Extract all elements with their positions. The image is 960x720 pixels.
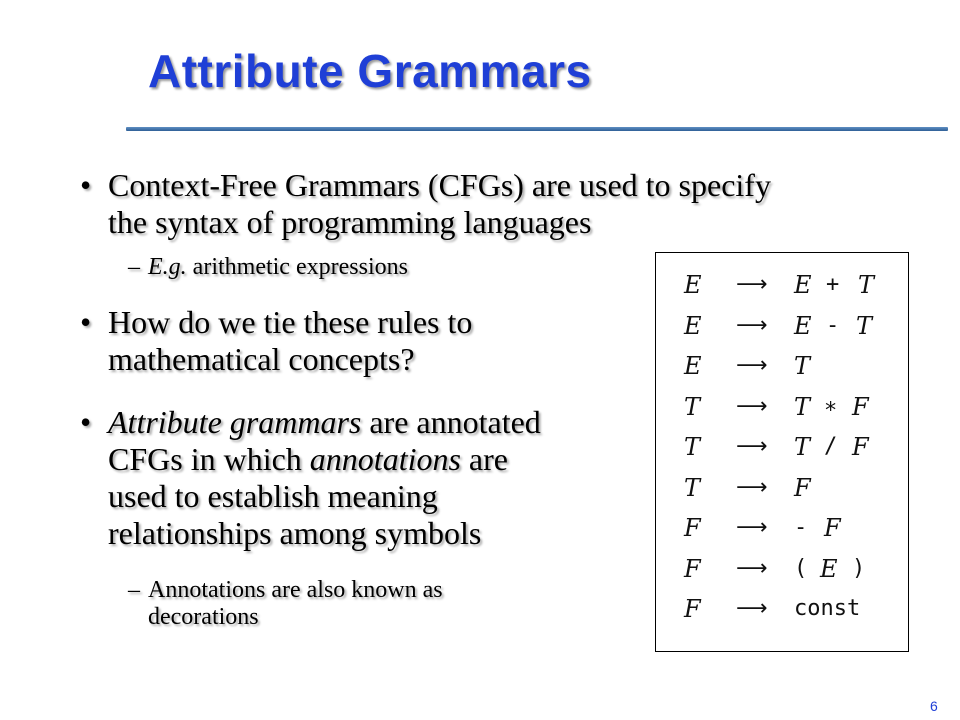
production-arrow: ⟶ bbox=[736, 272, 768, 297]
production-rule bbox=[656, 433, 908, 473]
bullet-concepts bbox=[80, 304, 648, 378]
slide-title: Attribute Grammars bbox=[148, 45, 592, 97]
page-number: 6 bbox=[930, 698, 938, 714]
bullet-attribute-grammars bbox=[80, 404, 648, 552]
bullet-ag-line-1 bbox=[108, 404, 648, 441]
bullet-ag-line-2-pre: CFGs in which bbox=[108, 441, 310, 477]
production-terminal: - bbox=[794, 515, 808, 540]
bullet-dot: • bbox=[80, 304, 92, 340]
production-arrow: ⟶ bbox=[736, 393, 768, 419]
sub-bullet-example-em: E.g. bbox=[148, 254, 187, 280]
production-lhs: E bbox=[684, 311, 702, 340]
production-terminal: const bbox=[794, 596, 861, 621]
production-rule bbox=[656, 312, 908, 352]
sub-bullet-example-text: arithmetic expressions bbox=[186, 254, 408, 280]
production-terminal: ( bbox=[794, 555, 808, 581]
bullet-ag-line-3: used to establish meaning bbox=[108, 478, 438, 514]
production-rule bbox=[656, 352, 908, 392]
production-rule bbox=[656, 393, 908, 433]
production-nonterminal: T bbox=[794, 433, 811, 461]
bullet-ag-em-annotations: annotations bbox=[309, 441, 461, 477]
production-nonterminal: T bbox=[794, 352, 811, 380]
bullet-cfg bbox=[80, 167, 888, 241]
production-nonterminal: F bbox=[824, 514, 841, 542]
bullet-cfg-line-2: the syntax of programming languages bbox=[108, 204, 592, 240]
bullet-ag-line-2 bbox=[108, 441, 648, 478]
production-terminal: - bbox=[826, 312, 840, 338]
sub-bullet-dash: – bbox=[128, 577, 140, 603]
production-nonterminal: E bbox=[820, 554, 838, 583]
production-terminal: ) bbox=[852, 555, 866, 581]
production-nonterminal: F bbox=[794, 473, 811, 502]
production-nonterminal: T bbox=[858, 271, 875, 299]
production-arrow: ⟶ bbox=[736, 353, 768, 378]
bullet-ag-line-1-rest: are annotated bbox=[361, 404, 541, 440]
production-nonterminal: T bbox=[794, 392, 811, 421]
production-nonterminal: F bbox=[852, 392, 869, 421]
production-lhs: T bbox=[684, 433, 701, 461]
production-lhs: E bbox=[684, 271, 702, 299]
production-lhs: F bbox=[684, 514, 701, 542]
bullet-ag-em-term: Attribute grammars bbox=[108, 404, 362, 440]
production-terminal: / bbox=[824, 434, 838, 459]
production-nonterminal: T bbox=[856, 311, 873, 340]
production-lhs: T bbox=[684, 392, 701, 421]
sub-bullet-decorations bbox=[128, 577, 628, 631]
bullet-ag-line-2-post: are bbox=[460, 441, 508, 477]
bullet-dot: • bbox=[80, 404, 92, 440]
production-terminal: ∗ bbox=[824, 393, 838, 419]
production-lhs: F bbox=[684, 595, 701, 623]
grammar-productions-box bbox=[655, 252, 909, 652]
sub-bullet-example bbox=[128, 254, 648, 281]
production-nonterminal: E bbox=[794, 311, 812, 340]
production-nonterminal: E bbox=[794, 271, 812, 299]
production-rule bbox=[656, 271, 908, 311]
sub-bullet-decorations-line-1: Annotations are also known as bbox=[148, 577, 443, 603]
production-rule bbox=[656, 514, 908, 554]
bullet-concepts-line-1: How do we tie these rules to bbox=[108, 304, 473, 340]
production-nonterminal: F bbox=[852, 433, 869, 461]
production-rule bbox=[656, 555, 908, 595]
production-arrow: ⟶ bbox=[736, 474, 768, 500]
title-underline bbox=[126, 127, 948, 131]
production-rule bbox=[656, 595, 908, 635]
production-arrow: ⟶ bbox=[736, 596, 768, 621]
sub-bullet-decorations-line-2: decorations bbox=[148, 604, 259, 630]
production-arrow: ⟶ bbox=[736, 434, 768, 459]
bullet-concepts-line-2: mathematical concepts? bbox=[108, 341, 415, 377]
production-rule bbox=[656, 474, 908, 514]
production-arrow: ⟶ bbox=[736, 555, 768, 581]
production-lhs: E bbox=[684, 352, 702, 380]
bullet-dot: • bbox=[80, 167, 92, 203]
production-arrow: ⟶ bbox=[736, 312, 768, 338]
bullet-cfg-line-1: Context-Free Grammars (CFGs) are used to specify bbox=[108, 167, 771, 203]
production-terminal: + bbox=[826, 272, 840, 297]
production-lhs: T bbox=[684, 473, 701, 502]
bullet-ag-line-4: relationships among symbols bbox=[108, 515, 482, 551]
production-lhs: F bbox=[684, 554, 701, 583]
sub-bullet-dash: – bbox=[128, 254, 140, 280]
production-arrow: ⟶ bbox=[736, 515, 768, 540]
